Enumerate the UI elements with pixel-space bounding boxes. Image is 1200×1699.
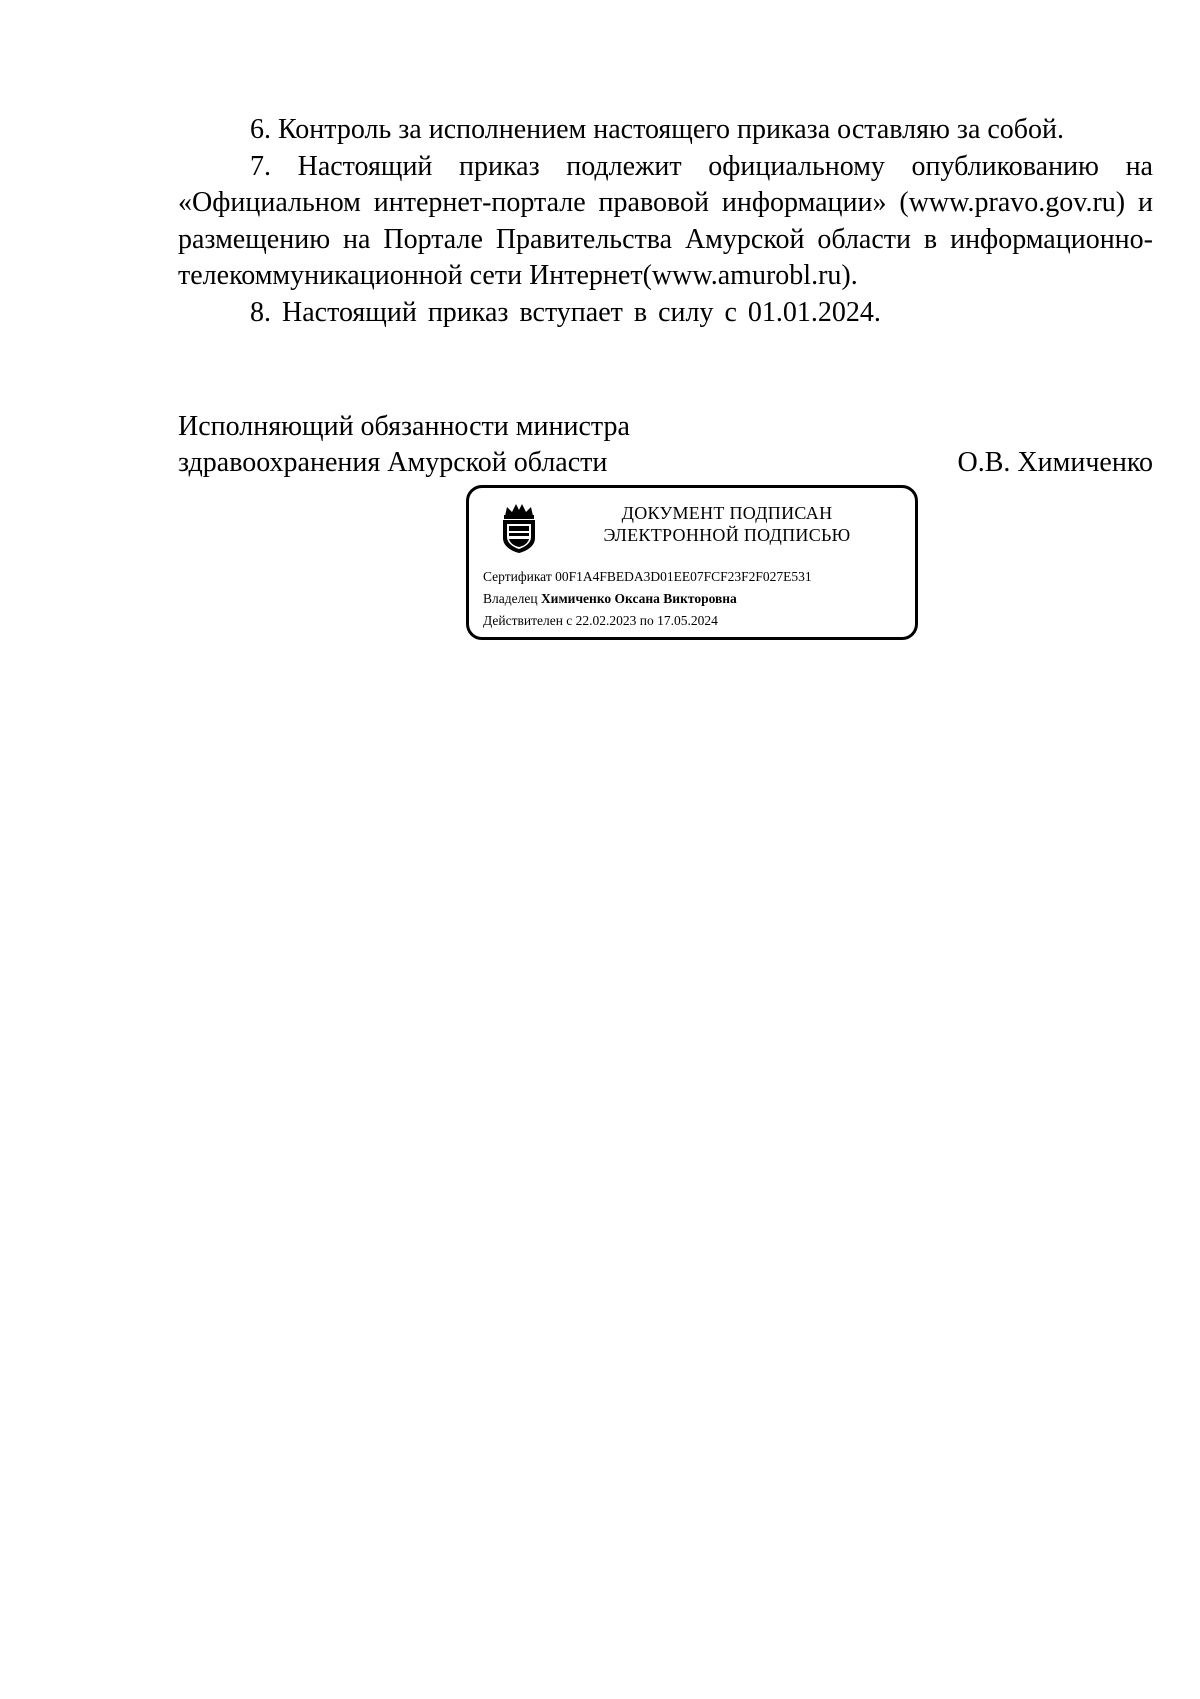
electronic-signature-stamp [466,485,918,640]
signatory-position-line2: здравоохранения Амурской области [178,447,608,478]
stamp-valid-from: 22.02.2023 [575,613,637,628]
signature-block [178,409,1153,481]
stamp-owner-value: Химиченко Оксана Викторовна [540,591,737,606]
stamp-certificate-row [483,566,909,588]
stamp-header [549,502,905,546]
signatory-line [178,445,1153,481]
paragraph-7: 7. Настоящий приказ подлежит официальному опубликованию на «Официальном интернет-портале правовой информации» (www.pravo.gov.ru) и размещению на Портале Правительства Амурской области в информационно-телекоммуникационной сети Интернет(www.amurobl.ru). [178,150,1153,291]
stamp-certificate-label: Сертификат [483,569,552,584]
stamp-certificate-value: 00F1A4FBEDA3D01EE07FCF23F2F027E531 [555,569,812,584]
stamp-header-line2: ЭЛЕКТРОННОЙ ПОДПИСЬЮ [603,525,851,545]
stamp-owner-row [483,588,909,610]
document-body [178,112,1153,331]
stamp-details [483,566,909,632]
paragraph-6: 6. Контроль за исполнением настоящего приказа оставляю за собой. [250,114,1065,145]
stamp-valid-to: 17.05.2024 [657,613,718,628]
coat-of-arms-icon [499,502,539,554]
signatory-name: О.В. Химиченко [957,447,1153,478]
stamp-valid-prefix: Действителен с [483,613,573,628]
paragraph-8: 8. Настоящий приказ вступает в силу с 01.01.2024. [250,296,881,328]
stamp-validity-row [483,610,909,632]
stamp-valid-middle: по [639,613,654,628]
stamp-header-line1: ДОКУМЕНТ ПОДПИСАН [621,503,833,523]
stamp-owner-label: Владелец [483,591,538,606]
signatory-position-line1: Исполняющий обязанности министра [178,411,630,442]
